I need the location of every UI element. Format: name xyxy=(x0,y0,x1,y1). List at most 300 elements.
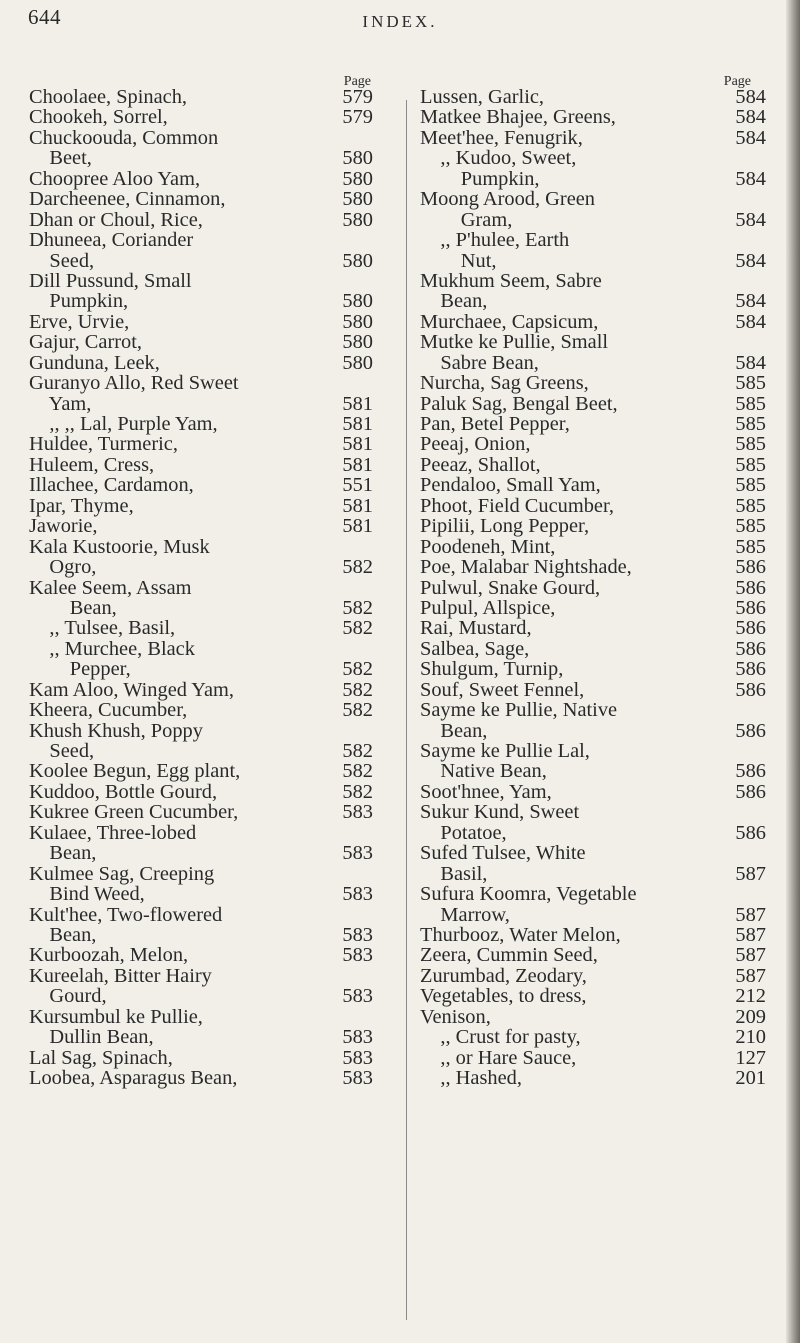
index-entry-line xyxy=(29,148,373,168)
entry-page-number: 580 xyxy=(342,331,373,354)
index-entry-line xyxy=(29,925,373,945)
index-entry-line xyxy=(420,1068,770,1088)
index-entry-line xyxy=(29,516,373,536)
index-entry-line xyxy=(29,353,373,373)
entry-text: Jaworie, xyxy=(29,515,98,538)
entry-text: Gourd, xyxy=(29,985,107,1008)
entry-text: Illachee, Cardamon, xyxy=(29,474,194,497)
entry-text: Sufed Tulsee, White xyxy=(420,842,586,865)
index-entry-line xyxy=(29,434,373,454)
entry-page-number: 584 xyxy=(735,249,766,272)
entry-page-number: 587 xyxy=(735,903,766,926)
entry-text: Seed, xyxy=(29,740,95,762)
entry-text: Bean, xyxy=(29,596,117,619)
index-entry-line xyxy=(420,741,770,761)
index-entry-line xyxy=(420,107,770,127)
entry-text: Pepper, xyxy=(29,658,131,681)
entry-text: Moong Arood, Green xyxy=(420,188,595,211)
index-entry-line xyxy=(420,169,770,189)
entry-page-number: 580 xyxy=(342,188,373,211)
index-entry-line xyxy=(420,414,770,434)
entry-page-number: 584 xyxy=(735,351,766,374)
index-entry-line xyxy=(29,189,373,209)
entry-text: Yam, xyxy=(29,392,92,415)
entry-text: Kalee Seem, Assam xyxy=(29,576,192,599)
entry-page-number: 551 xyxy=(342,474,373,497)
entry-page-number: 584 xyxy=(735,167,766,190)
entry-text: Peeaz, Shallot, xyxy=(420,453,541,476)
index-entry-line xyxy=(420,1048,770,1068)
index-entry-line xyxy=(420,455,770,475)
entry-page-number: 586 xyxy=(735,678,766,701)
index-entry-line xyxy=(29,557,373,577)
page-column-label: Page xyxy=(723,74,751,89)
entry-text: Kuddoo, Bottle Gourd, xyxy=(29,780,218,803)
entry-text: Vegetables, to dress, xyxy=(420,985,587,1008)
entry-text: Darcheenee, Cinnamon, xyxy=(29,188,226,211)
entry-text: Pulpul, Allspice, xyxy=(420,596,556,619)
index-entry-line xyxy=(29,843,373,863)
page-number: 644 xyxy=(28,5,61,29)
entry-text: Bean, xyxy=(420,719,488,742)
entry-text: Dhuneea, Coriander xyxy=(29,229,194,252)
index-entry-line xyxy=(29,107,373,127)
entry-text: Soot'hnee, Yam, xyxy=(420,780,552,803)
entry-page-number: 579 xyxy=(342,86,373,108)
entry-page-number xyxy=(339,128,373,148)
entry-text: Murchaee, Capsicum, xyxy=(420,310,599,333)
entry-page-number: 583 xyxy=(342,1026,373,1049)
entry-text: Rai, Mustard, xyxy=(420,617,532,640)
entry-page-number: 587 xyxy=(735,862,766,885)
entry-page-number xyxy=(732,884,770,904)
index-entry-line xyxy=(420,1007,770,1027)
entry-text: Lussen, Garlic, xyxy=(420,86,545,108)
index-entry-line xyxy=(29,251,373,271)
index-entry-line xyxy=(420,291,770,311)
entry-page-number xyxy=(339,905,373,925)
entry-text: Basil, xyxy=(420,862,488,885)
entry-page-number: 582 xyxy=(342,699,373,722)
index-entry-line xyxy=(29,966,373,986)
entry-text: Huldee, Turmeric, xyxy=(29,433,178,456)
entry-page-number: 583 xyxy=(342,985,373,1008)
entry-text: ,, Crust for pasty, xyxy=(420,1026,581,1049)
entry-page-number: 580 xyxy=(342,167,373,190)
entry-text: Bean, xyxy=(29,842,97,865)
entry-page-number: 584 xyxy=(735,86,766,108)
entry-page-number: 586 xyxy=(735,617,766,640)
entry-page-number: 586 xyxy=(735,637,766,660)
entry-page-number: 580 xyxy=(342,310,373,333)
entry-page-number: 581 xyxy=(342,413,373,435)
entry-page-number: 581 xyxy=(342,494,373,517)
entry-text: Peeaj, Onion, xyxy=(420,433,531,456)
index-entry-line xyxy=(29,373,373,393)
index-entry-line xyxy=(29,537,373,557)
index-entry-line xyxy=(29,414,373,434)
entry-page-number xyxy=(339,373,373,393)
index-entry-line xyxy=(420,87,770,107)
index-entry-line xyxy=(420,189,770,209)
entry-text: Sayme ke Pullie Lal, xyxy=(420,740,590,762)
entry-text: Zurumbad, Zeodary, xyxy=(420,964,587,987)
index-entry-line xyxy=(29,230,373,250)
index-entry-line xyxy=(420,680,770,700)
entry-text: Guranyo Allo, Red Sweet xyxy=(29,372,239,395)
entry-page-number: 583 xyxy=(342,842,373,865)
entry-text: Zeera, Cummin Seed, xyxy=(420,944,598,967)
index-entry-line xyxy=(29,741,373,761)
index-entry-line xyxy=(29,87,373,107)
index-entry-line xyxy=(29,210,373,230)
entry-page-number: 583 xyxy=(342,1046,373,1069)
page-edge-shadow xyxy=(786,0,800,1343)
entry-page-number: 209 xyxy=(735,1005,766,1028)
entry-page-number: 210 xyxy=(735,1026,766,1049)
entry-page-number: 586 xyxy=(735,576,766,599)
entry-page-number: 587 xyxy=(735,964,766,987)
index-entry-line xyxy=(420,802,770,822)
index-entry-line xyxy=(29,945,373,965)
index-entry-line xyxy=(29,680,373,700)
entry-page-number xyxy=(339,864,373,884)
entry-page-number: 585 xyxy=(735,392,766,415)
entry-page-number: 586 xyxy=(735,719,766,742)
entry-text: Pulwul, Snake Gourd, xyxy=(420,576,601,599)
entry-text: Nurcha, Sag Greens, xyxy=(420,372,589,395)
entry-text: Mukhum Seem, Sabre xyxy=(420,269,602,292)
entry-text: Dhan or Choul, Rice, xyxy=(29,208,203,231)
index-entry-line xyxy=(29,271,373,291)
entry-page-number: 583 xyxy=(342,883,373,906)
entry-text: Choolaee, Spinach, xyxy=(29,86,187,108)
entry-text: Bean, xyxy=(29,923,97,946)
index-entry-line xyxy=(420,966,770,986)
entry-page-number: 584 xyxy=(735,310,766,333)
entry-text: ,, or Hare Sauce, xyxy=(420,1046,577,1069)
entry-text: ,, ,, Lal, Purple Yam, xyxy=(29,413,218,435)
entry-text: Kala Kustoorie, Musk xyxy=(29,535,210,558)
entry-page-number: 583 xyxy=(342,923,373,946)
entry-page-number xyxy=(339,823,373,843)
entry-text: Bean, xyxy=(420,290,488,313)
index-entry-line xyxy=(420,945,770,965)
entry-text: Ogro, xyxy=(29,556,97,579)
entry-text: Choopree Aloo Yam, xyxy=(29,167,201,190)
index-entry-line xyxy=(420,884,770,904)
entry-text: Sayme ke Pullie, Native xyxy=(420,699,618,722)
left-entry-list xyxy=(29,87,373,1088)
entry-text: Koolee Begun, Egg plant, xyxy=(29,760,241,783)
entry-page-number: 582 xyxy=(342,740,373,762)
entry-text: ,, P'hulee, Earth xyxy=(420,229,570,252)
entry-page-number xyxy=(732,802,770,822)
entry-text: ,, Hashed, xyxy=(420,1067,522,1089)
entry-text: Marrow, xyxy=(420,903,510,926)
column-divider xyxy=(406,100,407,1320)
entry-text: Nut, xyxy=(420,249,497,272)
entry-text: Gram, xyxy=(420,208,513,231)
entry-text: Thurbooz, Water Melon, xyxy=(420,923,621,946)
entry-page-number xyxy=(339,537,373,557)
entry-text: Gajur, Carrot, xyxy=(29,331,142,354)
entry-page-number: 587 xyxy=(735,944,766,967)
entry-page-number xyxy=(732,843,770,863)
left-index-column xyxy=(29,74,373,1089)
entry-text: Phoot, Field Cucumber, xyxy=(420,494,615,517)
entry-text: Gunduna, Leek, xyxy=(29,351,160,374)
index-entry-line xyxy=(420,312,770,332)
index-entry-line xyxy=(420,332,770,352)
entry-page-number: 580 xyxy=(342,147,373,170)
index-entry-line xyxy=(420,925,770,945)
entry-page-number: 583 xyxy=(342,1067,373,1089)
index-entry-line xyxy=(29,721,373,741)
entry-page-number: 584 xyxy=(735,126,766,149)
index-entry-line xyxy=(420,700,770,720)
entry-text: Poodeneh, Mint, xyxy=(420,535,556,558)
entry-page-number: 580 xyxy=(342,249,373,272)
index-entry-line xyxy=(420,230,770,250)
index-entry-line xyxy=(29,700,373,720)
entry-text: Pumpkin, xyxy=(29,290,129,313)
entry-page-number: 582 xyxy=(342,678,373,701)
entry-page-number: 584 xyxy=(735,208,766,231)
entry-text: Salbea, Sage, xyxy=(420,637,530,660)
index-entry-line xyxy=(29,1068,373,1088)
entry-page-number xyxy=(339,721,373,741)
index-entry-line xyxy=(420,578,770,598)
index-entry-line xyxy=(29,455,373,475)
entry-text: Pan, Betel Pepper, xyxy=(420,413,570,435)
entry-page-number: 580 xyxy=(342,290,373,313)
entry-text: Pendaloo, Small Yam, xyxy=(420,474,601,497)
entry-page-number: 579 xyxy=(342,106,373,129)
index-entry-line xyxy=(420,864,770,884)
index-entry-line xyxy=(420,557,770,577)
index-entry-line xyxy=(420,434,770,454)
entry-page-number: 581 xyxy=(342,453,373,476)
entry-page-number: 582 xyxy=(342,556,373,579)
entry-text: Matkee Bhajee, Greens, xyxy=(420,106,616,129)
entry-page-number xyxy=(732,700,770,720)
index-entry-line xyxy=(420,537,770,557)
index-entry-line xyxy=(420,761,770,781)
entry-page-number: 587 xyxy=(735,923,766,946)
entry-page-number: 585 xyxy=(735,372,766,395)
index-entry-line xyxy=(29,475,373,495)
entry-text: Bind Weed, xyxy=(29,883,145,906)
entry-page-number: 581 xyxy=(342,515,373,538)
index-entry-line xyxy=(420,659,770,679)
entry-text: Loobea, Asparagus Bean, xyxy=(29,1067,238,1089)
index-entry-line xyxy=(29,128,373,148)
entry-text: Kult'hee, Two-flowered xyxy=(29,903,223,926)
index-entry-line xyxy=(29,598,373,618)
entry-text: Sabre Bean, xyxy=(420,351,539,374)
page-column-label: Page xyxy=(343,74,371,89)
entry-page-number xyxy=(339,271,373,291)
entry-page-number xyxy=(732,741,770,761)
entry-text: Dill Pussund, Small xyxy=(29,269,192,292)
index-entry-line xyxy=(29,394,373,414)
entry-text: ,, Murchee, Black xyxy=(29,637,195,660)
entry-text: Poe, Malabar Nightshade, xyxy=(420,556,632,579)
entry-page-number: 582 xyxy=(342,617,373,640)
index-entry-line xyxy=(420,373,770,393)
entry-page-number xyxy=(339,230,373,250)
entry-page-number: 581 xyxy=(342,392,373,415)
entry-page-number xyxy=(339,639,373,659)
entry-page-number: 582 xyxy=(342,780,373,803)
index-entry-line xyxy=(29,905,373,925)
entry-text: Dullin Bean, xyxy=(29,1026,154,1049)
index-entry-line xyxy=(420,271,770,291)
index-entry-line xyxy=(29,578,373,598)
index-entry-line xyxy=(420,394,770,414)
entry-page-number: 585 xyxy=(735,494,766,517)
index-entry-line xyxy=(29,639,373,659)
entry-page-number: 583 xyxy=(342,801,373,824)
entry-page-number: 584 xyxy=(735,106,766,129)
running-head: INDEX. xyxy=(362,12,438,31)
index-entry-line xyxy=(29,782,373,802)
entry-page-number xyxy=(339,578,373,598)
index-entry-line xyxy=(29,864,373,884)
entry-text: Kursumbul ke Pullie, xyxy=(29,1005,203,1028)
index-entry-line xyxy=(29,1027,373,1047)
entry-text: Pipilii, Long Pepper, xyxy=(420,515,590,538)
index-entry-line xyxy=(29,802,373,822)
index-entry-line xyxy=(420,782,770,802)
index-entry-line xyxy=(420,1027,770,1047)
entry-text: Erve, Urvie, xyxy=(29,310,130,333)
entry-page-number: 586 xyxy=(735,658,766,681)
entry-text: Sufura Koomra, Vegetable xyxy=(420,883,637,906)
index-entry-line xyxy=(420,148,770,168)
entry-text: Kukree Green Cucumber, xyxy=(29,801,239,824)
entry-text: Souf, Sweet Fennel, xyxy=(420,678,585,701)
entry-page-number: 580 xyxy=(342,351,373,374)
entry-page-number xyxy=(732,148,770,168)
entry-page-number xyxy=(339,1007,373,1027)
entry-page-number xyxy=(339,966,373,986)
index-entry-line xyxy=(420,128,770,148)
index-entry-line xyxy=(29,1007,373,1027)
index-entry-line xyxy=(29,659,373,679)
entry-page-number: 585 xyxy=(735,413,766,435)
index-entry-line xyxy=(420,986,770,1006)
entry-text: Meet'hee, Fenugrik, xyxy=(420,126,583,149)
entry-page-number: 585 xyxy=(735,433,766,456)
entry-text: Shulgum, Turnip, xyxy=(420,658,564,681)
entry-page-number xyxy=(732,271,770,291)
entry-page-number xyxy=(732,230,770,250)
index-entry-line xyxy=(420,251,770,271)
entry-text: ,, Tulsee, Basil, xyxy=(29,617,176,640)
entry-page-number: 586 xyxy=(735,596,766,619)
entry-text: Beet, xyxy=(29,147,92,170)
entry-page-number: 585 xyxy=(735,453,766,476)
index-entry-line xyxy=(29,1048,373,1068)
index-entry-line xyxy=(29,761,373,781)
index-entry-line xyxy=(420,516,770,536)
entry-text: Kureelah, Bitter Hairy xyxy=(29,964,212,987)
index-entry-line xyxy=(420,475,770,495)
entry-page-number xyxy=(732,332,770,352)
index-entry-line xyxy=(29,986,373,1006)
index-entry-line xyxy=(29,332,373,352)
entry-text: Kulmee Sag, Creeping xyxy=(29,862,215,885)
right-index-column xyxy=(420,74,770,1089)
entry-text: Kam Aloo, Winged Yam, xyxy=(29,678,234,701)
entry-text: Khush Khush, Poppy xyxy=(29,719,203,742)
entry-text: Seed, xyxy=(29,249,95,272)
entry-page-number: 586 xyxy=(735,760,766,783)
entry-text: Native Bean, xyxy=(420,760,547,783)
index-entry-line xyxy=(420,210,770,230)
entry-page-number: 580 xyxy=(342,208,373,231)
entry-page-number: 586 xyxy=(735,556,766,579)
index-entry-line xyxy=(29,823,373,843)
entry-page-number: 582 xyxy=(342,760,373,783)
index-entry-line xyxy=(420,639,770,659)
entry-page-number: 586 xyxy=(735,780,766,803)
entry-text: Kurboozah, Melon, xyxy=(29,944,189,967)
index-entry-line xyxy=(420,618,770,638)
entry-page-number: 585 xyxy=(735,515,766,538)
entry-text: Venison, xyxy=(420,1005,491,1028)
entry-page-number: 581 xyxy=(342,433,373,456)
right-entry-list xyxy=(420,87,770,1088)
index-entry-line xyxy=(420,823,770,843)
entry-text: Chuckoouda, Common xyxy=(29,126,219,149)
entry-text: Potatoe, xyxy=(420,821,507,844)
entry-page-number: 582 xyxy=(342,658,373,681)
entry-page-number: 201 xyxy=(735,1067,766,1089)
entry-page-number: 582 xyxy=(342,596,373,619)
index-entry-line xyxy=(29,169,373,189)
entry-text: Paluk Sag, Bengal Beet, xyxy=(420,392,618,415)
index-entry-line xyxy=(29,291,373,311)
entry-text: ,, Kudoo, Sweet, xyxy=(420,147,577,170)
index-entry-line xyxy=(29,884,373,904)
entry-text: Chookeh, Sorrel, xyxy=(29,106,168,129)
entry-page-number: 212 xyxy=(735,985,766,1008)
entry-text: Ipar, Thyme, xyxy=(29,494,134,517)
entry-page-number: 127 xyxy=(735,1046,766,1069)
entry-page-number: 585 xyxy=(735,535,766,558)
index-entry-line xyxy=(420,353,770,373)
entry-page-number xyxy=(732,189,770,209)
entry-page-number: 585 xyxy=(735,474,766,497)
entry-page-number: 586 xyxy=(735,821,766,844)
index-entry-line xyxy=(420,598,770,618)
entry-text: Mutke ke Pullie, Small xyxy=(420,331,609,354)
index-entry-line xyxy=(420,905,770,925)
index-entry-line xyxy=(29,618,373,638)
entry-text: Kulaee, Three-lobed xyxy=(29,821,197,844)
index-entry-line xyxy=(29,496,373,516)
entry-page-number: 583 xyxy=(342,944,373,967)
index-entry-line xyxy=(420,721,770,741)
entry-text: Huleem, Cress, xyxy=(29,453,155,476)
index-entry-line xyxy=(420,496,770,516)
entry-text: Sukur Kund, Sweet xyxy=(420,801,580,824)
entry-page-number: 584 xyxy=(735,290,766,313)
entry-text: Pumpkin, xyxy=(420,167,540,190)
